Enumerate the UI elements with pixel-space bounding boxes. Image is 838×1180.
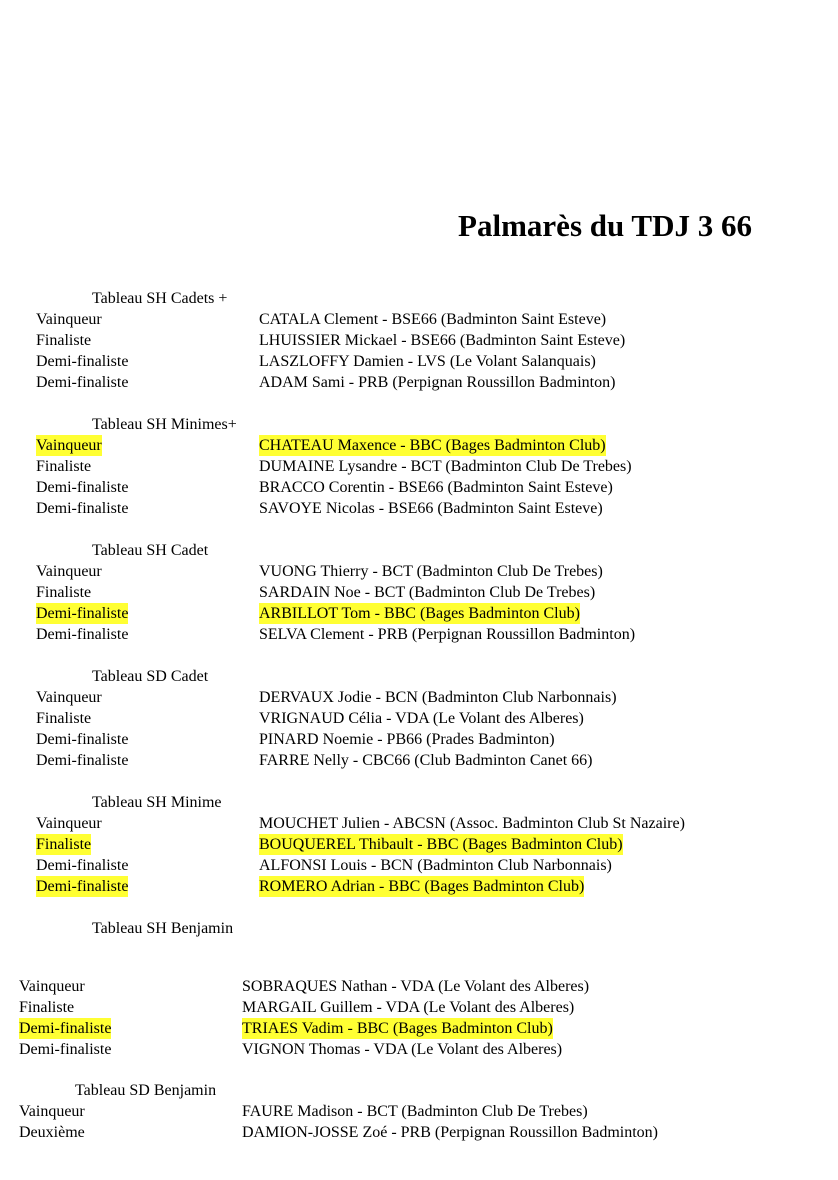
player-club: DAMION-JOSSE Zoé - PRB (Perpignan Roussillon Badminton) (242, 1124, 658, 1141)
result-row (0, 1039, 838, 1060)
player-club: SOBRAQUES Nathan - VDA (Le Volant des Alberes) (242, 978, 590, 995)
section-heading: Tableau SH Minime (92, 794, 222, 811)
rank-label: Vainqueur (36, 689, 102, 706)
section-heading: Tableau SH Cadets + (92, 290, 228, 307)
result-row (0, 456, 838, 477)
section-heading: Tableau SD Benjamin (75, 1082, 217, 1099)
result-row (0, 687, 838, 708)
result-row (0, 729, 838, 750)
result-row (0, 1018, 838, 1039)
result-row (0, 309, 838, 330)
rank-label: Demi-finaliste (36, 752, 129, 769)
player-club: DERVAUX Jodie - BCN (Badminton Club Narbonnais) (259, 689, 617, 706)
result-row (0, 997, 838, 1018)
rank-label: Vainqueur (36, 563, 102, 580)
player-club: ARBILLOT Tom - BBC (Bages Badminton Club) (259, 605, 580, 622)
player-club: BOUQUEREL Thibault - BBC (Bages Badminton Club) (259, 836, 623, 853)
rank-label: Demi-finaliste (36, 731, 129, 748)
player-club: LHUISSIER Mickael - BSE66 (Badminton Saint Esteve) (259, 332, 626, 349)
result-row (0, 624, 838, 645)
rank-label: Vainqueur (36, 437, 102, 454)
rank-label: Finaliste (36, 710, 92, 727)
player-club: FAURE Madison - BCT (Badminton Club De Trebes) (242, 1103, 588, 1120)
player-club: VIGNON Thomas - VDA (Le Volant des Alberes) (242, 1041, 563, 1058)
rank-label: Finaliste (19, 999, 75, 1016)
player-club: TRIAES Vadim - BBC (Bages Badminton Club) (242, 1020, 553, 1037)
rank-label: Demi-finaliste (36, 878, 129, 895)
result-row (0, 750, 838, 771)
result-row (0, 603, 838, 624)
rank-label: Vainqueur (36, 311, 102, 328)
rank-label: Finaliste (36, 584, 92, 601)
rank-label: Demi-finaliste (19, 1020, 112, 1037)
result-row (0, 708, 838, 729)
result-row (0, 498, 838, 519)
player-club: VUONG Thierry - BCT (Badminton Club De Trebes) (259, 563, 603, 580)
rank-label: Demi-finaliste (36, 500, 129, 517)
result-row (0, 1101, 838, 1122)
result-row (0, 876, 838, 897)
result-row (0, 330, 838, 351)
rank-label: Demi-finaliste (36, 857, 129, 874)
result-row (0, 976, 838, 997)
rank-label: Demi-finaliste (36, 605, 129, 622)
rank-label: Demi-finaliste (36, 479, 129, 496)
rank-label: Demi-finaliste (36, 626, 129, 643)
result-row (0, 477, 838, 498)
player-club: MARGAIL Guillem - VDA (Le Volant des Alberes) (242, 999, 575, 1016)
player-club: ROMERO Adrian - BBC (Bages Badminton Club) (259, 878, 585, 895)
page-title: Palmarès du TDJ 3 66 (458, 208, 752, 243)
section-heading: Tableau SH Minimes+ (92, 416, 237, 433)
player-club: ALFONSI Louis - BCN (Badminton Club Narbonnais) (259, 857, 612, 874)
player-club: MOUCHET Julien - ABCSN (Assoc. Badminton Club St Nazaire) (259, 815, 685, 832)
result-row (0, 582, 838, 603)
player-club: SAVOYE Nicolas - BSE66 (Badminton Saint Esteve) (259, 500, 603, 517)
player-club: CHATEAU Maxence - BBC (Bages Badminton Club) (259, 437, 606, 454)
rank-label: Deuxième (19, 1124, 85, 1141)
player-club: CATALA Clement - BSE66 (Badminton Saint Esteve) (259, 311, 607, 328)
result-row (0, 813, 838, 834)
rank-label: Demi-finaliste (36, 374, 129, 391)
player-club: DUMAINE Lysandre - BCT (Badminton Club De Trebes) (259, 458, 632, 475)
rank-label: Vainqueur (19, 1103, 85, 1120)
rank-label: Demi-finaliste (19, 1041, 112, 1058)
result-row (0, 372, 838, 393)
result-row (0, 834, 838, 855)
result-row (0, 351, 838, 372)
player-club: BRACCO Corentin - BSE66 (Badminton Saint Esteve) (259, 479, 613, 496)
result-row (0, 435, 838, 456)
player-club: VRIGNAUD Célia - VDA (Le Volant des Alberes) (259, 710, 584, 727)
player-club: LASZLOFFY Damien - LVS (Le Volant Salanquais) (259, 353, 596, 370)
rank-label: Demi-finaliste (36, 353, 129, 370)
result-row (0, 561, 838, 582)
player-club: PINARD Noemie - PB66 (Prades Badminton) (259, 731, 555, 748)
result-row (0, 1122, 838, 1143)
player-club: SARDAIN Noe - BCT (Badminton Club De Trebes) (259, 584, 596, 601)
rank-label: Vainqueur (19, 978, 85, 995)
section-heading: Tableau SH Benjamin (92, 920, 234, 937)
player-club: SELVA Clement - PRB (Perpignan Roussillon Badminton) (259, 626, 636, 643)
rank-label: Finaliste (36, 836, 92, 853)
section-heading: Tableau SH Cadet (92, 542, 209, 559)
section-heading: Tableau SD Cadet (92, 668, 209, 685)
rank-label: Finaliste (36, 332, 92, 349)
player-club: FARRE Nelly - CBC66 (Club Badminton Canet 66) (259, 752, 593, 769)
player-club: ADAM Sami - PRB (Perpignan Roussillon Badminton) (259, 374, 616, 391)
rank-label: Vainqueur (36, 815, 102, 832)
result-row (0, 855, 838, 876)
rank-label: Finaliste (36, 458, 92, 475)
